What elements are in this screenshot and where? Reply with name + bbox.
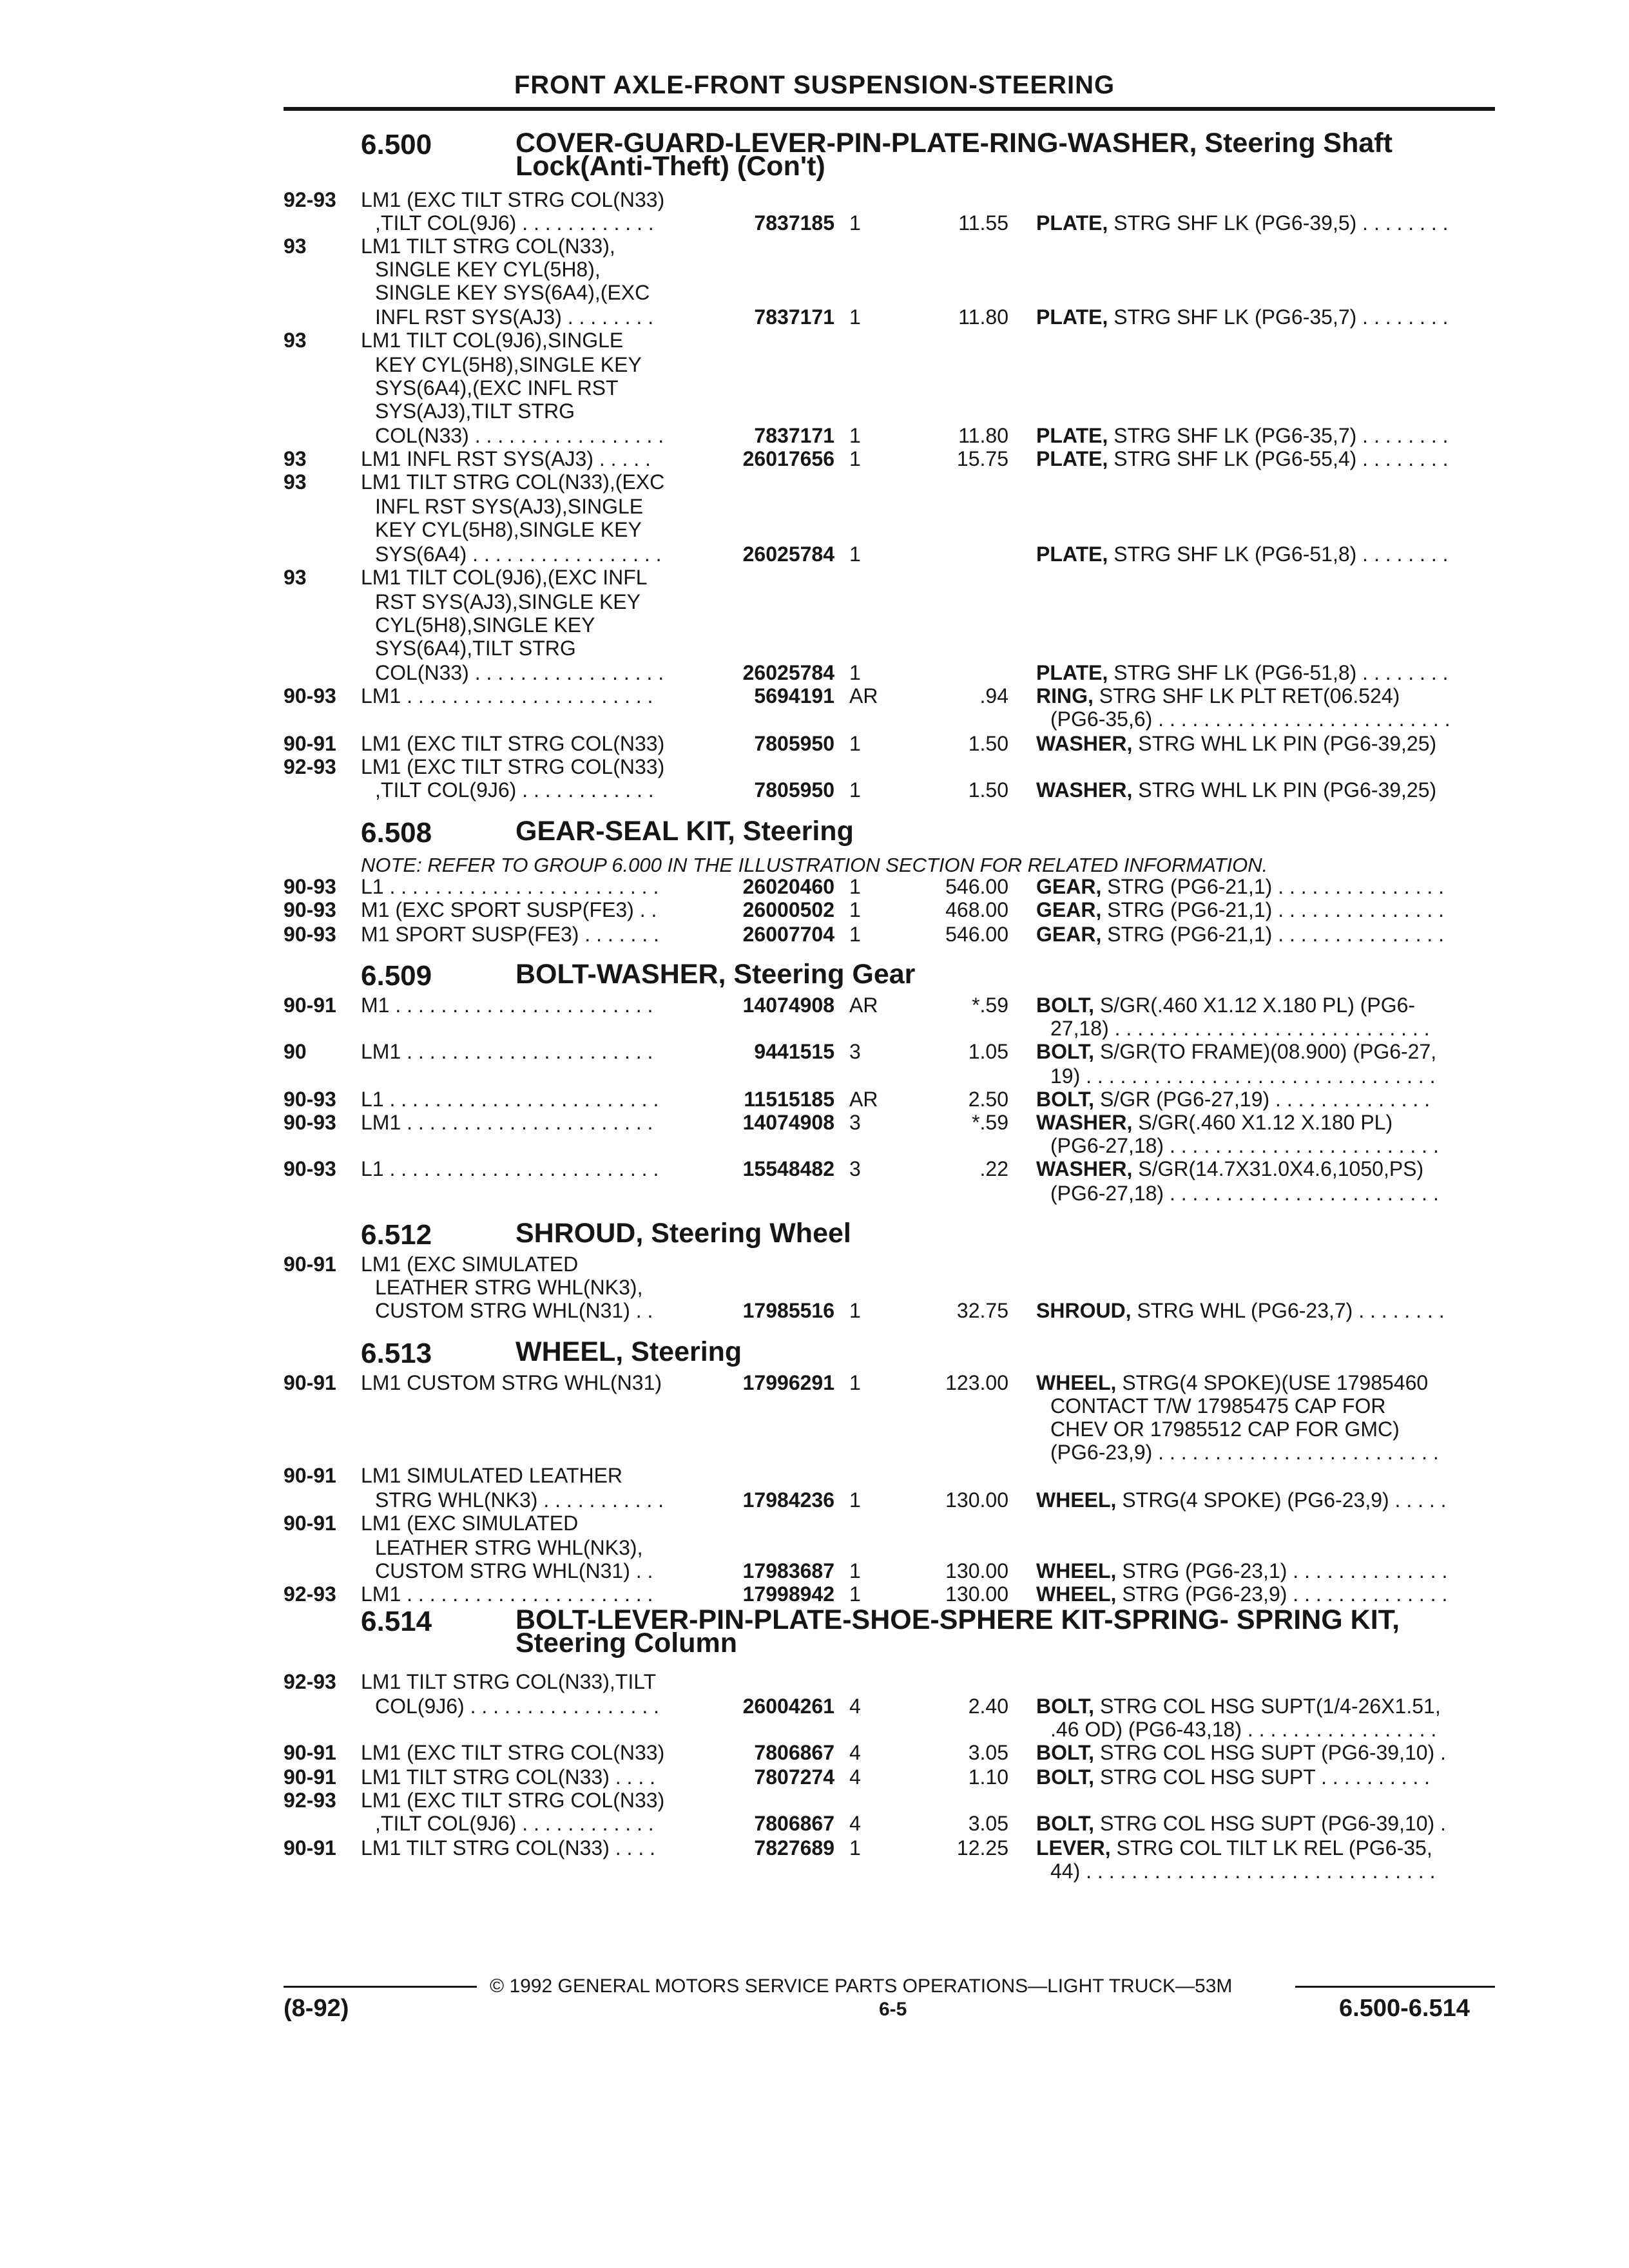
quantity: 1 (849, 1371, 861, 1394)
price: 3.05 (968, 1812, 1008, 1835)
footer-rule-right (1295, 1986, 1495, 1988)
part-detail: STRG SHF LK PLT RET(06.524) (1093, 684, 1400, 707)
part-description (1036, 661, 1449, 685)
section-number: 6.500 (361, 129, 432, 160)
application: LM1 (EXC SIMULATED (361, 1253, 579, 1276)
part-detail: STRG SHF LK (PG6-39,5) . . . . . . . . (1108, 211, 1449, 235)
part-name: BOLT, (1036, 1765, 1095, 1789)
part-number: 17983687 (742, 1559, 834, 1582)
model-years: 93 (284, 566, 307, 589)
part-detail: S/GR(.460 X1.12 X.180 PL) (1132, 1111, 1393, 1134)
part-number: 26020460 (742, 875, 834, 898)
application: SINGLE KEY SYS(6A4),(EXC (375, 281, 650, 304)
part-detail-continued: CONTACT T/W 17985475 CAP FOR (1050, 1394, 1386, 1418)
part-name: BOLT, (1036, 1741, 1095, 1764)
application: LM1 (EXC TILT STRG COL(N33) (361, 1789, 665, 1812)
application: LM1 . . . . . . . . . . . . . . . . . . . . . . (361, 1040, 653, 1063)
quantity: AR (849, 684, 878, 707)
model-years: 90-93 (284, 1111, 336, 1134)
price: 11.55 (958, 211, 1008, 235)
part-description (1036, 1812, 1446, 1836)
part-description (1036, 923, 1444, 947)
part-name: PLATE, (1036, 305, 1108, 329)
model-years: 90-93 (284, 875, 336, 898)
part-description (1036, 1371, 1428, 1395)
quantity: 3 (849, 1157, 861, 1180)
part-description (1036, 732, 1436, 756)
part-number: 7805950 (754, 732, 834, 755)
model-years: 92-93 (284, 755, 336, 778)
part-number: 26017656 (742, 447, 834, 470)
quantity: 1 (849, 305, 861, 329)
application: LM1 (EXC TILT STRG COL(N33) (361, 755, 665, 778)
quantity: 1 (849, 1299, 861, 1322)
quantity: 1 (849, 1836, 861, 1860)
application: LM1 TILT STRG COL(N33), (361, 235, 615, 258)
application: LM1 TILT COL(9J6),SINGLE (361, 329, 624, 352)
application: CUSTOM STRG WHL(N31) . . (375, 1299, 653, 1322)
model-years: 92-93 (284, 1582, 336, 1606)
section-number: 6.512 (361, 1219, 432, 1251)
application: RST SYS(AJ3),SINGLE KEY (375, 590, 641, 613)
part-description (1036, 1741, 1446, 1765)
part-detail: S/GR(.460 X1.12 X.180 PL) (PG6- (1094, 994, 1416, 1017)
price: *.59 (972, 1111, 1008, 1134)
part-description (1036, 447, 1449, 471)
part-description (1036, 994, 1415, 1017)
application: CUSTOM STRG WHL(N31) . . (375, 1559, 653, 1582)
price: 468.00 (945, 898, 1008, 921)
model-years: 90-91 (284, 1836, 336, 1860)
part-name: RING, (1036, 684, 1094, 707)
part-name: WHEEL, (1036, 1371, 1117, 1394)
application: LM1 (EXC SIMULATED (361, 1512, 579, 1535)
part-name: PLATE, (1036, 661, 1108, 684)
part-detail: S/GR(TO FRAME)(08.900) (PG6-27, (1094, 1040, 1437, 1063)
application: KEY CYL(5H8),SINGLE KEY (375, 518, 642, 541)
section-number: 6.509 (361, 960, 432, 992)
quantity: 1 (849, 447, 861, 470)
model-years: 90-91 (284, 1765, 336, 1789)
price: 3.05 (968, 1741, 1008, 1764)
quantity: 3 (849, 1111, 861, 1134)
quantity: 4 (849, 1695, 861, 1718)
quantity: 1 (849, 211, 861, 235)
section-title: Lock(Anti-Theft) (Con't) (516, 151, 825, 182)
model-years: 93 (284, 470, 307, 494)
part-number: 7807274 (754, 1765, 834, 1789)
part-number: 26000502 (742, 898, 834, 921)
header-rule (284, 107, 1495, 111)
part-number: 7805950 (754, 778, 834, 802)
section-number: 6.513 (361, 1338, 432, 1369)
part-detail: STRG (PG6-21,1) . . . . . . . . . . . . . . . (1101, 875, 1445, 898)
section-title: SHROUD, Steering Wheel (516, 1218, 851, 1249)
price: 130.00 (945, 1488, 1008, 1512)
part-detail: STRG (PG6-23,9) . . . . . . . . . . . . . . (1116, 1582, 1448, 1606)
price: 1.05 (968, 1040, 1008, 1063)
application: KEY CYL(5H8),SINGLE KEY (375, 353, 642, 376)
quantity: 1 (849, 732, 861, 755)
quantity: 1 (849, 1582, 861, 1606)
application: INFL RST SYS(AJ3),SINGLE (375, 495, 644, 518)
model-years: 90-91 (284, 732, 336, 755)
application: LM1 TILT COL(9J6),(EXC INFL (361, 566, 648, 589)
application: LEATHER STRG WHL(NK3), (375, 1276, 643, 1299)
section-title: GEAR-SEAL KIT, Steering (516, 816, 854, 847)
price: 2.40 (968, 1695, 1008, 1718)
price: 1.50 (968, 778, 1008, 802)
part-number: 17985516 (742, 1299, 834, 1322)
part-detail-continued: 27,18) . . . . . . . . . . . . . . . . . . . . . . . . . . . . (1050, 1017, 1430, 1040)
quantity: 1 (849, 778, 861, 802)
price: .22 (979, 1157, 1008, 1180)
part-detail: STRG SHF LK (PG6-35,7) . . . . . . . . (1108, 424, 1449, 447)
part-detail-continued: (PG6-35,6) . . . . . . . . . . . . . . . . . . . . . . . . . . (1050, 707, 1451, 731)
part-name: GEAR, (1036, 898, 1102, 921)
section-range: 6.500-6.514 (1339, 1995, 1470, 2022)
application: SYS(6A4),TILT STRG (375, 637, 576, 660)
application: SYS(6A4),(EXC INFL RST (375, 376, 619, 399)
part-name: WHEEL, (1036, 1582, 1117, 1606)
part-name: PLATE, (1036, 424, 1108, 447)
application: L1 . . . . . . . . . . . . . . . . . . . . . . . . (361, 1088, 659, 1111)
application: M1 (EXC SPORT SUSP(FE3) . . (361, 898, 657, 921)
part-description (1036, 1299, 1445, 1323)
application: LM1 SIMULATED LEATHER (361, 1464, 623, 1487)
part-name: PLATE, (1036, 211, 1108, 235)
part-name: BOLT, (1036, 1812, 1095, 1835)
quantity: 1 (849, 923, 861, 946)
part-number: 7837171 (754, 424, 834, 447)
section-title: WHEEL, Steering (516, 1336, 742, 1367)
model-years: 90-93 (284, 898, 336, 921)
quantity: 1 (849, 875, 861, 898)
application: L1 . . . . . . . . . . . . . . . . . . . . . . . . (361, 875, 659, 898)
part-detail: STRG COL HSG SUPT (PG6-39,10) . (1094, 1741, 1446, 1764)
application: M1 SPORT SUSP(FE3) . . . . . . . (361, 923, 659, 946)
price: 546.00 (945, 875, 1008, 898)
price: 2.50 (968, 1088, 1008, 1111)
part-detail: STRG WHL LK PIN (PG6-39,25) (1132, 778, 1437, 802)
part-name: GEAR, (1036, 875, 1102, 898)
model-years: 93 (284, 447, 307, 470)
quantity: 4 (849, 1812, 861, 1835)
application: STRG WHL(NK3) . . . . . . . . . . . (375, 1488, 664, 1512)
part-number: 26007704 (742, 923, 834, 946)
model-years: 90 (284, 1040, 307, 1063)
part-number: 7837185 (754, 211, 834, 235)
model-years: 93 (284, 329, 307, 352)
price: 11.80 (958, 424, 1008, 447)
quantity: 1 (849, 1488, 861, 1512)
part-number: 5694191 (754, 684, 834, 707)
section-number: 6.508 (361, 817, 432, 849)
part-detail-continued: CHEV OR 17985512 CAP FOR GMC) (1050, 1418, 1400, 1441)
part-name: SHROUD, (1036, 1299, 1132, 1322)
price: 130.00 (945, 1582, 1008, 1606)
part-name: BOLT, (1036, 1695, 1095, 1718)
application: SYS(AJ3),TILT STRG (375, 399, 575, 423)
application: M1 . . . . . . . . . . . . . . . . . . . . . . . (361, 994, 653, 1017)
part-detail-continued: 44) . . . . . . . . . . . . . . . . . . . . . . . . . . . . . . . (1050, 1860, 1436, 1883)
part-detail-continued: (PG6-23,9) . . . . . . . . . . . . . . . . . . . . . . . . . (1050, 1441, 1439, 1464)
part-number: 14074908 (742, 1111, 834, 1134)
application: SINGLE KEY CYL(5H8), (375, 258, 601, 281)
model-years: 90-91 (284, 994, 336, 1017)
footer-rule-left (284, 1986, 477, 1988)
section-title: BOLT-WASHER, Steering Gear (516, 959, 916, 990)
price: 546.00 (945, 923, 1008, 946)
model-years: 90-91 (284, 1741, 336, 1764)
part-name: WHEEL, (1036, 1488, 1117, 1512)
application: COL(N33) . . . . . . . . . . . . . . . . . (375, 424, 664, 447)
part-description (1036, 1582, 1447, 1606)
part-name: PLATE, (1036, 447, 1108, 470)
part-detail: STRG SHF LK (PG6-35,7) . . . . . . . . (1108, 305, 1449, 329)
application: LM1 . . . . . . . . . . . . . . . . . . . . . . (361, 684, 653, 707)
application: LM1 . . . . . . . . . . . . . . . . . . . . . . (361, 1582, 653, 1606)
quantity: 4 (849, 1741, 861, 1764)
price: 1.50 (968, 732, 1008, 755)
section-note: NOTE: REFER TO GROUP 6.000 IN THE ILLUSTRATION SECTION FOR RELATED INFORMATION. (361, 854, 1268, 876)
quantity: 3 (849, 1040, 861, 1063)
application: LM1 TILT STRG COL(N33),TILT (361, 1670, 657, 1693)
page-header: FRONT AXLE-FRONT SUSPENSION-STEERING (514, 71, 1115, 99)
price: 32.75 (956, 1299, 1008, 1322)
application: SYS(6A4) . . . . . . . . . . . . . . . . . (375, 543, 662, 566)
part-number: 15548482 (742, 1157, 834, 1180)
model-years: 92-93 (284, 188, 336, 211)
part-description (1036, 1559, 1447, 1583)
part-name: WASHER, (1036, 778, 1133, 802)
application: ,TILT COL(9J6) . . . . . . . . . . . . (375, 778, 654, 802)
part-number: 7806867 (754, 1812, 834, 1835)
part-description (1036, 211, 1449, 235)
quantity: 1 (849, 661, 861, 684)
model-years: 90-93 (284, 684, 336, 707)
part-detail: STRG COL TILT LK REL (PG6-35, (1110, 1836, 1432, 1860)
quantity: 1 (849, 424, 861, 447)
price: 130.00 (945, 1559, 1008, 1582)
application: LM1 (EXC TILT STRG COL(N33) (361, 732, 665, 755)
part-number: 9441515 (754, 1040, 834, 1063)
section-number: 6.514 (361, 1606, 432, 1637)
price: *.59 (972, 994, 1008, 1017)
application: LM1 TILT STRG COL(N33) . . . . (361, 1765, 655, 1789)
application: COL(9J6) . . . . . . . . . . . . . . . . . (375, 1695, 659, 1718)
application: CYL(5H8),SINGLE KEY (375, 613, 595, 637)
part-description (1036, 1040, 1436, 1064)
model-years: 90-91 (284, 1371, 336, 1394)
part-description (1036, 543, 1449, 566)
part-name: BOLT, (1036, 1088, 1095, 1111)
part-detail: STRG WHL (PG6-23,7) . . . . . . . . (1131, 1299, 1445, 1322)
part-number: 7806867 (754, 1741, 834, 1764)
part-detail: STRG (PG6-23,1) . . . . . . . . . . . . . . (1116, 1559, 1448, 1582)
application: LEATHER STRG WHL(NK3), (375, 1536, 643, 1559)
part-detail: STRG COL HSG SUPT (PG6-39,10) . (1094, 1812, 1446, 1835)
part-number: 17984236 (742, 1488, 834, 1512)
price: 11.80 (958, 305, 1008, 329)
part-description (1036, 898, 1444, 922)
part-number: 7827689 (754, 1836, 834, 1860)
price: 15.75 (956, 447, 1008, 470)
part-name: PLATE, (1036, 543, 1108, 566)
part-number: 26025784 (742, 543, 834, 566)
application: LM1 TILT STRG COL(N33),(EXC (361, 470, 665, 494)
part-detail: STRG WHL LK PIN (PG6-39,25) (1132, 732, 1437, 755)
part-description (1036, 1088, 1430, 1111)
part-name: WASHER, (1036, 1111, 1133, 1134)
section-title: COVER-GUARD-LEVER-PIN-PLATE-RING-WASHER, Steering Shaft (516, 128, 1393, 159)
part-detail: S/GR (PG6-27,19) . . . . . . . . . . . . . . (1094, 1088, 1431, 1111)
price: 12.25 (956, 1836, 1008, 1860)
part-name: WASHER, (1036, 1157, 1133, 1180)
part-description (1036, 305, 1449, 329)
part-number: 11515185 (744, 1088, 834, 1111)
part-detail: S/GR(14.7X31.0X4.6,1050,PS) (1132, 1157, 1424, 1180)
part-description (1036, 1836, 1432, 1860)
quantity: AR (849, 994, 878, 1017)
model-years: 90-93 (284, 1088, 336, 1111)
part-number: 14074908 (742, 994, 834, 1017)
part-name: WASHER, (1036, 732, 1133, 755)
copyright-line: © 1992 GENERAL MOTORS SERVICE PARTS OPERATIONS—LIGHT TRUCK—53M (490, 1975, 1233, 1997)
model-years: 90-91 (284, 1253, 336, 1276)
price: .94 (979, 684, 1008, 707)
part-detail: STRG COL HSG SUPT . . . . . . . . . . (1094, 1765, 1431, 1789)
quantity: AR (849, 1088, 878, 1111)
application: ,TILT COL(9J6) . . . . . . . . . . . . (375, 1812, 654, 1835)
quantity: 1 (849, 543, 861, 566)
part-detail: STRG(4 SPOKE) (PG6-23,9) . . . . . (1116, 1488, 1447, 1512)
model-years: 90-93 (284, 1157, 336, 1180)
application: LM1 (EXC TILT STRG COL(N33) (361, 188, 665, 211)
part-description (1036, 1695, 1441, 1718)
model-years: 92-93 (284, 1789, 336, 1812)
application: LM1 TILT STRG COL(N33) . . . . (361, 1836, 655, 1860)
quantity: 4 (849, 1765, 861, 1789)
part-name: GEAR, (1036, 923, 1102, 946)
application: ,TILT COL(9J6) . . . . . . . . . . . . (375, 211, 654, 235)
section-title: Steering Column (516, 1628, 738, 1658)
part-detail: STRG COL HSG SUPT(1/4-26X1.51, (1094, 1695, 1441, 1718)
part-detail-continued: (PG6-27,18) . . . . . . . . . . . . . . . . . . . . . . . . (1050, 1134, 1439, 1157)
part-detail: STRG SHF LK (PG6-51,8) . . . . . . . . (1108, 661, 1449, 684)
part-name: WHEEL, (1036, 1559, 1117, 1582)
section-title: BOLT-LEVER-PIN-PLATE-SHOE-SPHERE KIT-SPRING- SPRING KIT, (516, 1604, 1400, 1635)
quantity: 1 (849, 898, 861, 921)
part-description (1036, 1765, 1430, 1789)
model-years: 92-93 (284, 1670, 336, 1693)
application: L1 . . . . . . . . . . . . . . . . . . . . . . . . (361, 1157, 659, 1180)
part-name: LEVER, (1036, 1836, 1111, 1860)
part-number: 17998942 (742, 1582, 834, 1606)
part-description (1036, 684, 1400, 708)
part-description (1036, 1488, 1447, 1512)
part-description (1036, 778, 1436, 802)
part-detail: STRG (PG6-21,1) . . . . . . . . . . . . . . . (1101, 923, 1445, 946)
revision-date: (8-92) (284, 1995, 349, 2022)
application: LM1 CUSTOM STRG WHL(N31) (361, 1371, 662, 1394)
part-detail-continued: (PG6-27,18) . . . . . . . . . . . . . . . . . . . . . . . . (1050, 1182, 1439, 1205)
model-years: 90-93 (284, 923, 336, 946)
part-detail: STRG SHF LK (PG6-55,4) . . . . . . . . (1108, 447, 1449, 470)
part-detail: STRG SHF LK (PG6-51,8) . . . . . . . . (1108, 543, 1449, 566)
part-detail-continued: .46 OD) (PG6-43,18) . . . . . . . . . . . . . . . . . (1050, 1718, 1437, 1741)
part-name: BOLT, (1036, 994, 1095, 1017)
application: LM1 INFL RST SYS(AJ3) . . . . . (361, 447, 651, 470)
application: COL(N33) . . . . . . . . . . . . . . . . . (375, 661, 664, 684)
model-years: 90-91 (284, 1512, 336, 1535)
part-number: 26004261 (742, 1695, 834, 1718)
part-description (1036, 1157, 1423, 1181)
application: LM1 (EXC TILT STRG COL(N33) (361, 1741, 665, 1764)
part-detail-continued: 19) . . . . . . . . . . . . . . . . . . . . . . . . . . . . . . . (1050, 1064, 1436, 1088)
part-detail: STRG (PG6-21,1) . . . . . . . . . . . . . . . (1101, 898, 1445, 921)
application: INFL RST SYS(AJ3) . . . . . . . . (375, 305, 654, 329)
part-description (1036, 875, 1444, 899)
page-number: 6-5 (879, 1999, 907, 2020)
model-years: 90-91 (284, 1464, 336, 1487)
part-number: 7837171 (754, 305, 834, 329)
part-detail: STRG(4 SPOKE)(USE 17985460 (1116, 1371, 1429, 1394)
part-number: 26025784 (742, 661, 834, 684)
quantity: 1 (849, 1559, 861, 1582)
model-years: 93 (284, 235, 307, 258)
part-description (1036, 424, 1449, 448)
price: 123.00 (945, 1371, 1008, 1394)
application: LM1 . . . . . . . . . . . . . . . . . . . . . . (361, 1111, 653, 1134)
part-description (1036, 1111, 1393, 1135)
part-name: BOLT, (1036, 1040, 1095, 1063)
part-number: 17996291 (742, 1371, 834, 1394)
price: 1.10 (968, 1765, 1008, 1789)
